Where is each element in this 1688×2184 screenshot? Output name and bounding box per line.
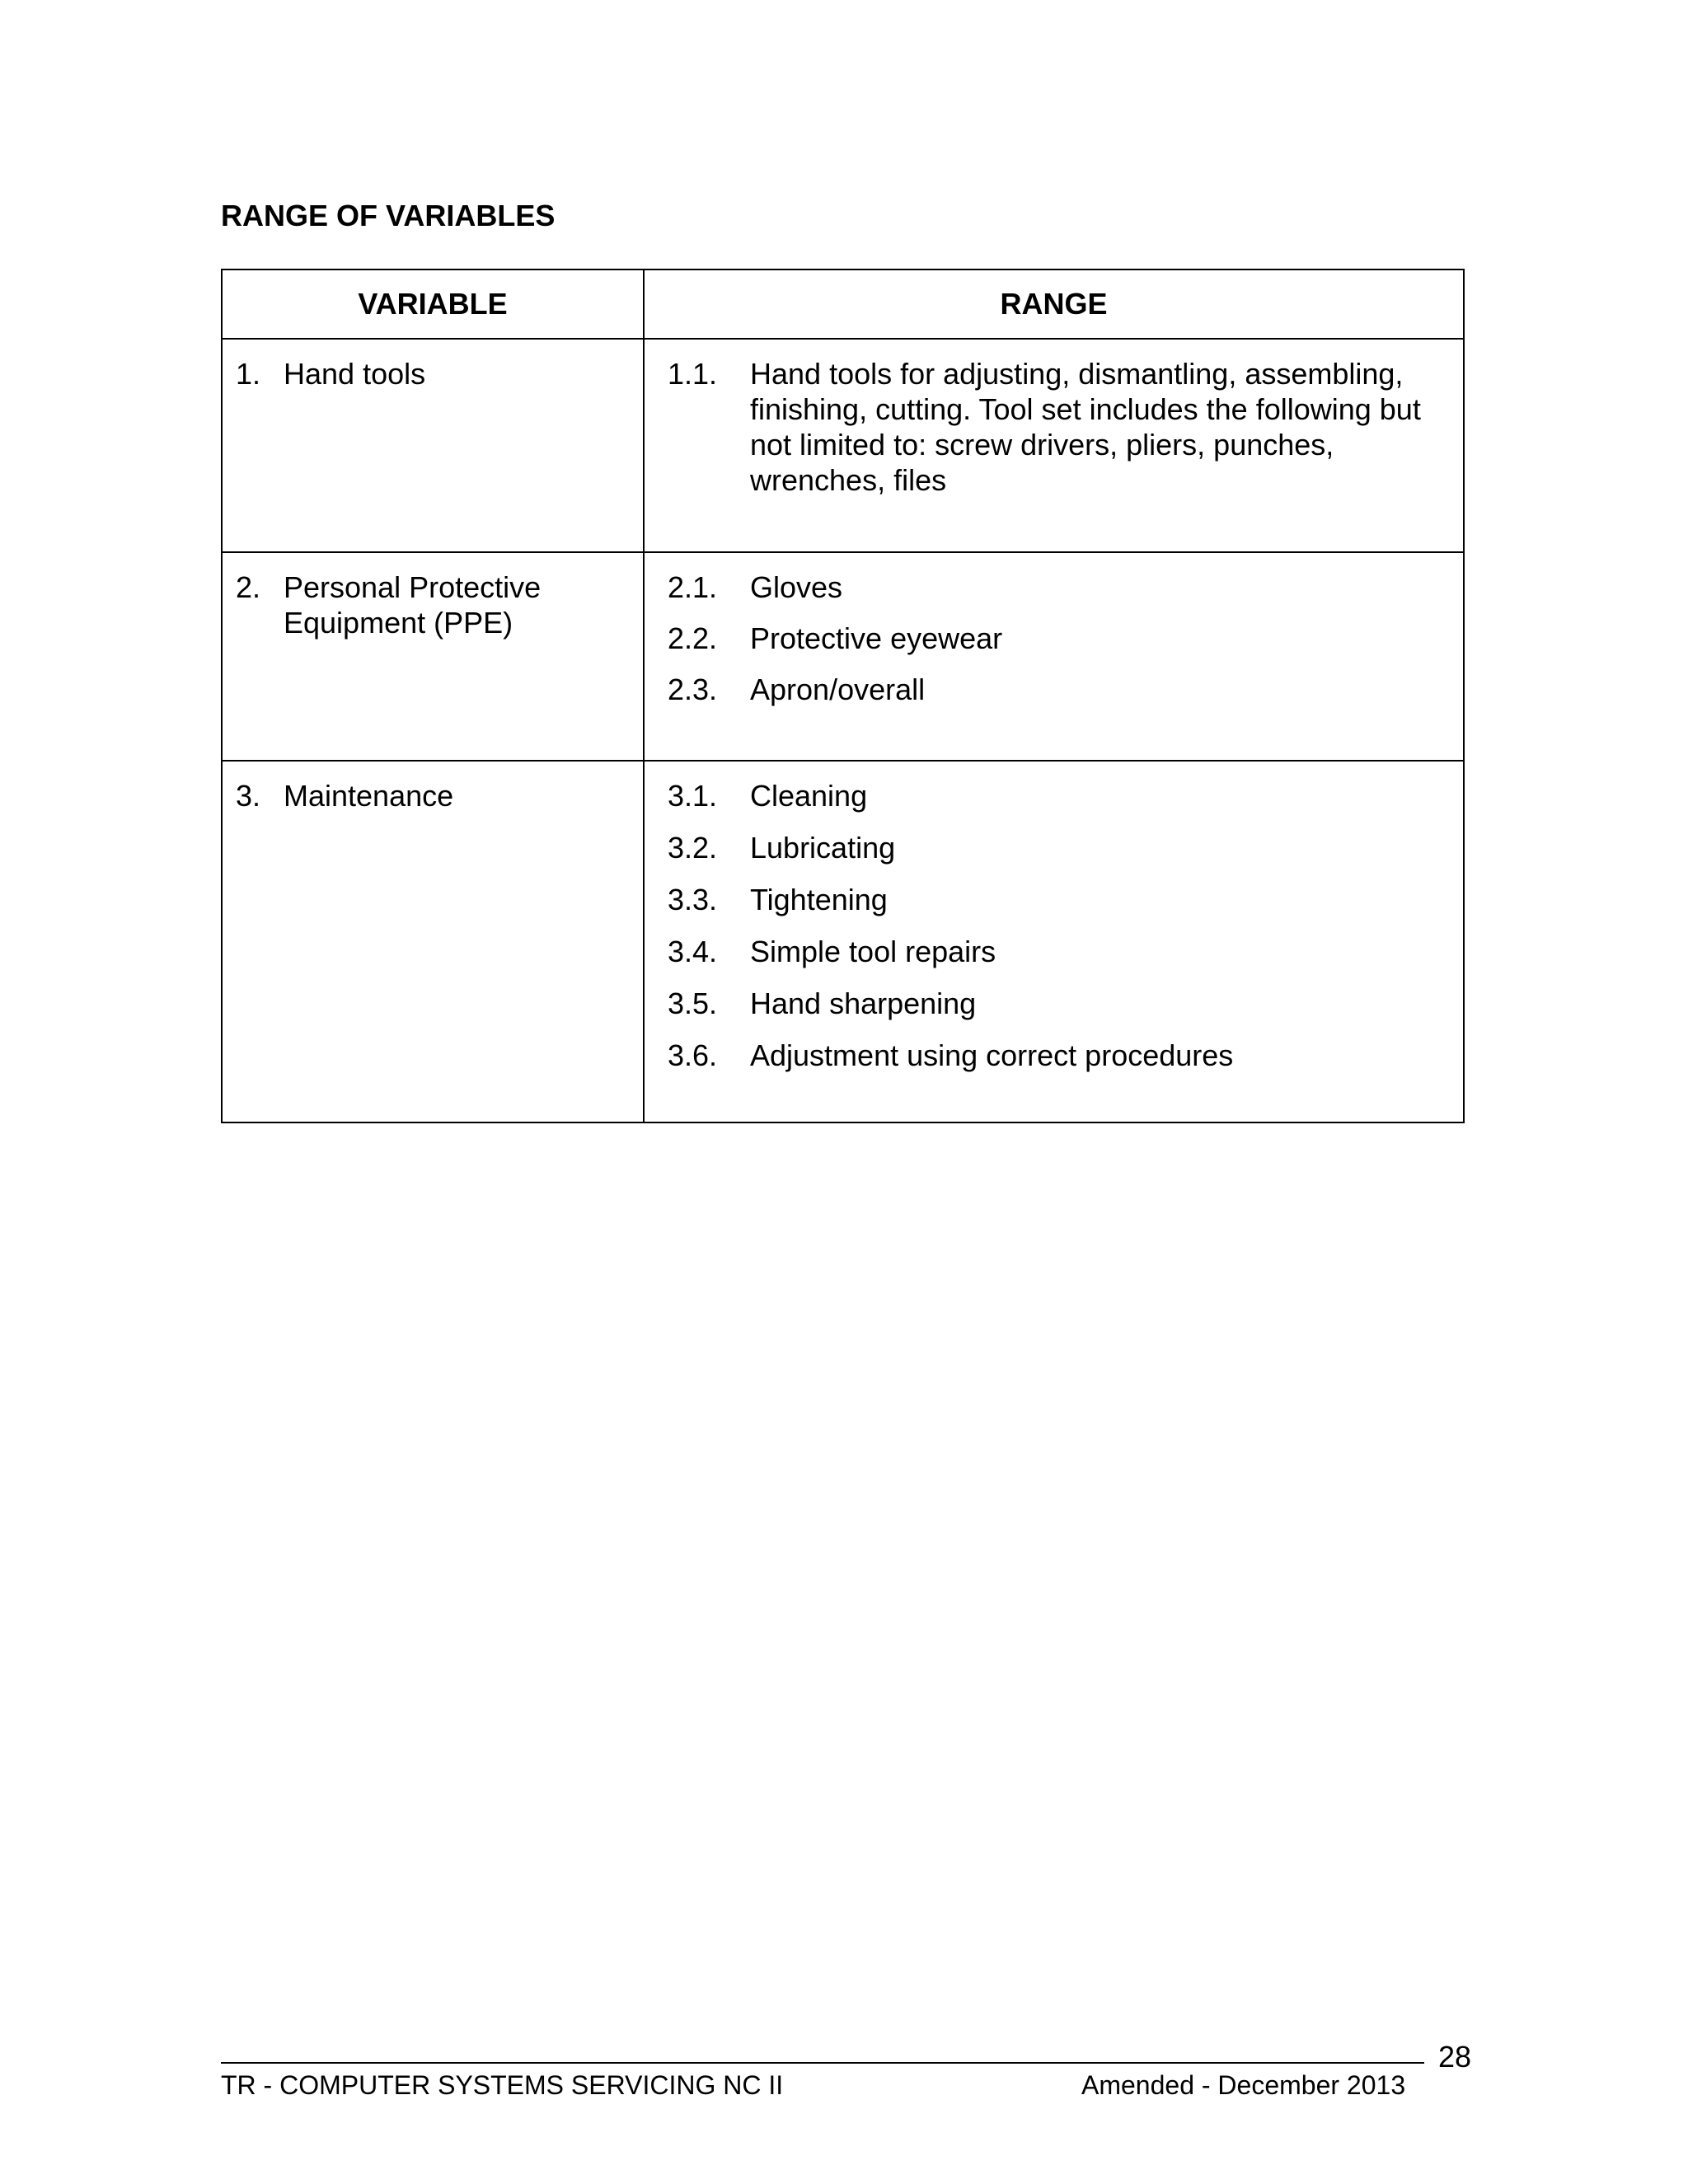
range-item (668, 1038, 1438, 1073)
variable-name: Maintenance (284, 779, 454, 813)
range-of-variables-table (221, 269, 1465, 1123)
variable-name: Personal Protective Equipment (PPE) (284, 570, 542, 640)
range-item-text: Protective eyewear (750, 621, 1003, 655)
variable-number: 2. (236, 570, 261, 604)
range-item-number: 3.1. (668, 779, 718, 813)
range-item (668, 986, 1438, 1021)
table-row (222, 552, 1464, 761)
range-item (668, 830, 1438, 865)
table-row (222, 339, 1464, 552)
footer-document-title: TR - COMPUTER SYSTEMS SERVICING NC II (221, 2070, 784, 2100)
range-item (668, 569, 1438, 605)
range-item-number: 2.2. (668, 621, 718, 655)
range-item-number: 3.6. (668, 1038, 718, 1072)
page-number: 28 (1438, 2040, 1472, 2074)
range-item (668, 934, 1438, 969)
range-item (668, 882, 1438, 917)
range-item-text: Simple tool repairs (750, 935, 996, 968)
range-item-text: Tightening (750, 883, 888, 916)
table-header-row (222, 269, 1464, 339)
range-item-number: 3.5. (668, 987, 718, 1020)
range-item-number: 3.4. (668, 935, 718, 968)
range-cell (644, 552, 1464, 761)
range-item-number: 2.1. (668, 570, 718, 604)
header-range: RANGE (644, 269, 1464, 339)
table-row (222, 761, 1464, 1122)
footer-amended-date: Amended - December 2013 (1081, 2070, 1406, 2100)
variable-name: Hand tools (284, 357, 426, 391)
range-item-text: Adjustment using correct procedures (750, 1038, 1234, 1072)
variable-number: 1. (236, 357, 261, 391)
variable-cell (222, 552, 644, 761)
page-heading: RANGE OF VARIABLES (221, 199, 556, 232)
range-item (668, 672, 1438, 707)
range-cell (644, 339, 1464, 552)
range-item-number: 1.1. (668, 357, 718, 391)
range-item (668, 621, 1438, 656)
variable-cell (222, 761, 644, 1122)
range-item-text: Gloves (750, 570, 843, 604)
range-item (668, 778, 1438, 813)
header-variable: VARIABLE (222, 269, 644, 339)
footer-rule (221, 2062, 1424, 2064)
range-item-number: 2.3. (668, 673, 718, 706)
range-item-number: 3.2. (668, 831, 718, 865)
variable-number: 3. (236, 779, 261, 813)
range-item-text: Lubricating (750, 831, 896, 865)
range-item-text: Apron/overall (750, 673, 926, 706)
variable-cell (222, 339, 644, 552)
range-item-text: Hand sharpening (750, 987, 977, 1020)
range-item (668, 356, 1438, 498)
range-item-text: Cleaning (750, 779, 868, 813)
range-item-text: Hand tools for adjusting, dismantling, assembling, finishing, cutting. Tool set includes the following but not limited to: screw drivers, pliers, punches, wrenches, files (750, 357, 1421, 497)
range-cell (644, 761, 1464, 1122)
range-item-number: 3.3. (668, 883, 718, 916)
